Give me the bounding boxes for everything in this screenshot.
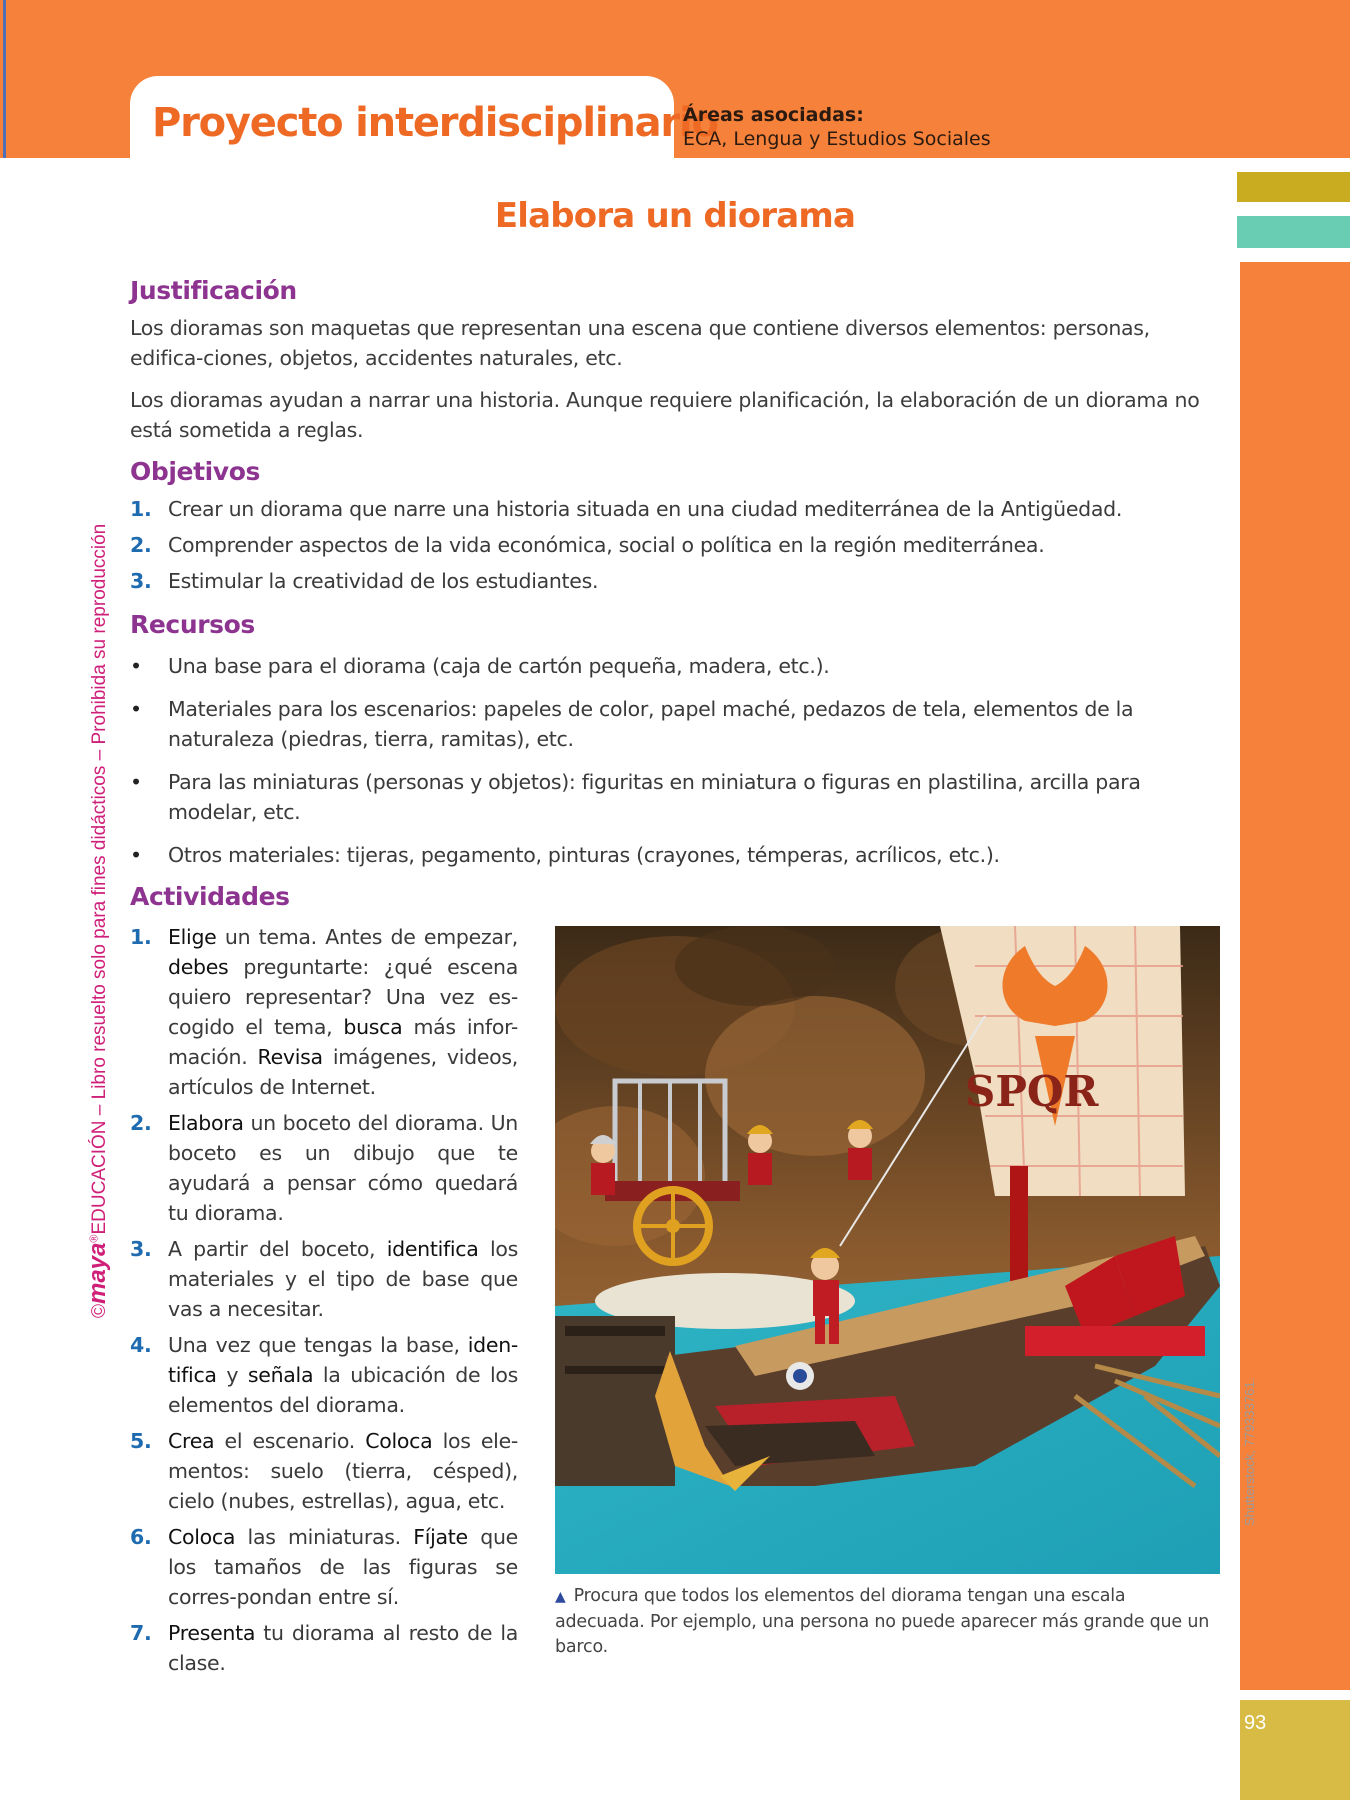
item-text: Materiales para los escenarios: papeles de color, papel maché, pedazos de tela, elementos de la naturaleza (piedras, tierra, ramitas), etc. xyxy=(168,697,1134,751)
item-text: Una vez que tengas la base, xyxy=(168,1333,468,1357)
copyright-text: EDUCACIÓN – Libro resuelto solo para fines didácticos – Prohibida su reproducción xyxy=(89,523,110,1235)
action-verb: iden-tifica xyxy=(168,1333,518,1387)
copyright-side-text xyxy=(84,524,112,1318)
justification-section xyxy=(130,276,1222,445)
associated-areas xyxy=(683,104,991,150)
photo-caption xyxy=(555,1584,1220,1660)
photo-credit: Shutterstock, 779333761. xyxy=(1242,1377,1257,1526)
action-verb: señala xyxy=(247,1363,314,1387)
item-text: Comprender aspectos de la vida económica, social o política en la región mediterránea. xyxy=(168,533,1045,557)
item-number: 2. xyxy=(130,1111,152,1135)
main-content xyxy=(130,276,1222,883)
resources-section xyxy=(130,610,1222,870)
item-text: A partir del boceto, xyxy=(168,1237,387,1261)
action-verb: identifica xyxy=(386,1237,479,1261)
registered-mark: ® xyxy=(88,1234,101,1243)
item-text: Una base para el diorama (caja de cartón pequeña, madera, etc.). xyxy=(168,654,830,678)
list-item xyxy=(130,1234,518,1324)
bullet: • xyxy=(130,843,142,867)
page-number: 93 xyxy=(1244,1712,1267,1734)
item-text: un tema. Antes de empezar, xyxy=(216,925,518,949)
list-item xyxy=(130,494,1222,524)
bullet: • xyxy=(130,770,142,794)
action-verb: Coloca xyxy=(168,1525,236,1549)
list-item xyxy=(130,840,1222,870)
action-verb: Fíjate xyxy=(413,1525,468,1549)
item-text: los materiales y el tipo de base que vas a necesitar. xyxy=(168,1237,518,1321)
item-text: tu diorama al resto de la clase. xyxy=(168,1621,518,1675)
objectives-section xyxy=(130,457,1222,596)
header-title-tab xyxy=(130,76,718,158)
action-verb: debes xyxy=(168,955,229,979)
list-item xyxy=(130,1330,518,1420)
objectives-list xyxy=(130,494,1222,596)
justification-paragraph: Los dioramas ayudan a narrar una historia. Aunque requiere planificación, la elaboración de un diorama no está sometida a reglas. xyxy=(130,388,1200,442)
header-left-line xyxy=(3,0,6,158)
item-text: un boceto del diorama. Un boceto es un dibujo que te ayudará a pensar cómo quedará tu diorama. xyxy=(168,1111,518,1225)
item-number: 4. xyxy=(130,1333,152,1357)
action-verb: Crea xyxy=(168,1429,215,1453)
resources-heading: Recursos xyxy=(130,610,255,639)
item-text: preguntarte: ¿qué escena quiero representar? Una vez es-cogido el tema, xyxy=(168,955,518,1039)
item-number: 7. xyxy=(130,1621,152,1645)
justification-heading: Justificación xyxy=(130,276,297,305)
list-item xyxy=(130,530,1222,560)
list-item xyxy=(130,1618,518,1678)
item-text: y xyxy=(216,1363,248,1387)
list-item xyxy=(130,1108,518,1228)
item-number: 3. xyxy=(130,569,152,593)
item-number: 3. xyxy=(130,1237,152,1261)
list-item xyxy=(130,767,1222,827)
list-item xyxy=(130,694,1222,754)
areas-label: Áreas asociadas: xyxy=(683,104,864,126)
section-title: Proyecto interdisciplinario xyxy=(152,100,718,146)
list-item xyxy=(130,651,1222,681)
item-text: Para las miniaturas (personas y objetos): figuritas en miniatura o figuras en plastilina, arcilla para modelar, etc. xyxy=(168,770,1141,824)
action-verb: Elabora xyxy=(168,1111,244,1135)
list-item xyxy=(130,1522,518,1612)
activities-list xyxy=(130,922,518,1684)
objectives-heading: Objetivos xyxy=(130,457,260,486)
list-item xyxy=(130,566,1222,596)
sail-text: SPQR xyxy=(965,1067,1099,1116)
brand-logo-text: maya xyxy=(84,1242,111,1304)
item-number: 6. xyxy=(130,1525,152,1549)
list-item xyxy=(130,1426,518,1516)
page-title: Elabora un diorama xyxy=(494,196,856,236)
item-text: las miniaturas. xyxy=(235,1525,414,1549)
item-number: 1. xyxy=(130,925,152,949)
list-item xyxy=(130,922,518,1102)
activities-heading: Actividades xyxy=(130,882,290,911)
action-verb: Coloca xyxy=(365,1429,433,1453)
bullet: • xyxy=(130,654,142,678)
item-text: Estimular la creatividad de los estudiantes. xyxy=(168,569,599,593)
item-text: los ele-mentos: suelo (tierra, césped), cielo (nubes, estrellas), agua, etc. xyxy=(168,1429,518,1513)
item-number: 1. xyxy=(130,497,152,521)
action-verb: Elige xyxy=(168,925,217,949)
item-text: imágenes, videos, artículos de Internet. xyxy=(168,1045,518,1099)
item-text: el escenario. xyxy=(214,1429,366,1453)
justification-paragraph: Los dioramas son maquetas que representan una escena que contiene diversos elementos: personas, edifica-ciones, objetos, accidentes naturales, etc. xyxy=(130,316,1150,370)
item-text: más infor-mación. xyxy=(168,1015,518,1069)
action-verb: Presenta xyxy=(168,1621,256,1645)
diorama-photo xyxy=(555,926,1220,1574)
copyright-symbol: © xyxy=(89,1304,110,1318)
item-text: Crear un diorama que narre una historia situada en una ciudad mediterránea de la Antigüedad. xyxy=(168,497,1123,521)
item-number: 2. xyxy=(130,533,152,557)
bullet: • xyxy=(130,697,142,721)
action-verb: Revisa xyxy=(257,1045,323,1069)
item-number: 5. xyxy=(130,1429,152,1453)
areas-value: ECA, Lengua y Estudios Sociales xyxy=(683,128,991,150)
item-text: Otros materiales: tijeras, pegamento, pinturas (crayones, témperas, acrílicos, etc.). xyxy=(168,843,1000,867)
item-text: que los tamaños de las figuras se corres-pondan entre sí. xyxy=(168,1525,518,1609)
action-verb: busca xyxy=(343,1015,403,1039)
resources-list xyxy=(130,651,1222,870)
item-text: la ubicación de los elementos del diorama. xyxy=(168,1363,519,1417)
caption-text: Procura que todos los elementos del diorama tengan una escala adecuada. Por ejemplo, una persona no puede aparecer más grande que un barco. xyxy=(555,1586,1210,1657)
caption-triangle-icon: ▲ xyxy=(555,1589,566,1605)
